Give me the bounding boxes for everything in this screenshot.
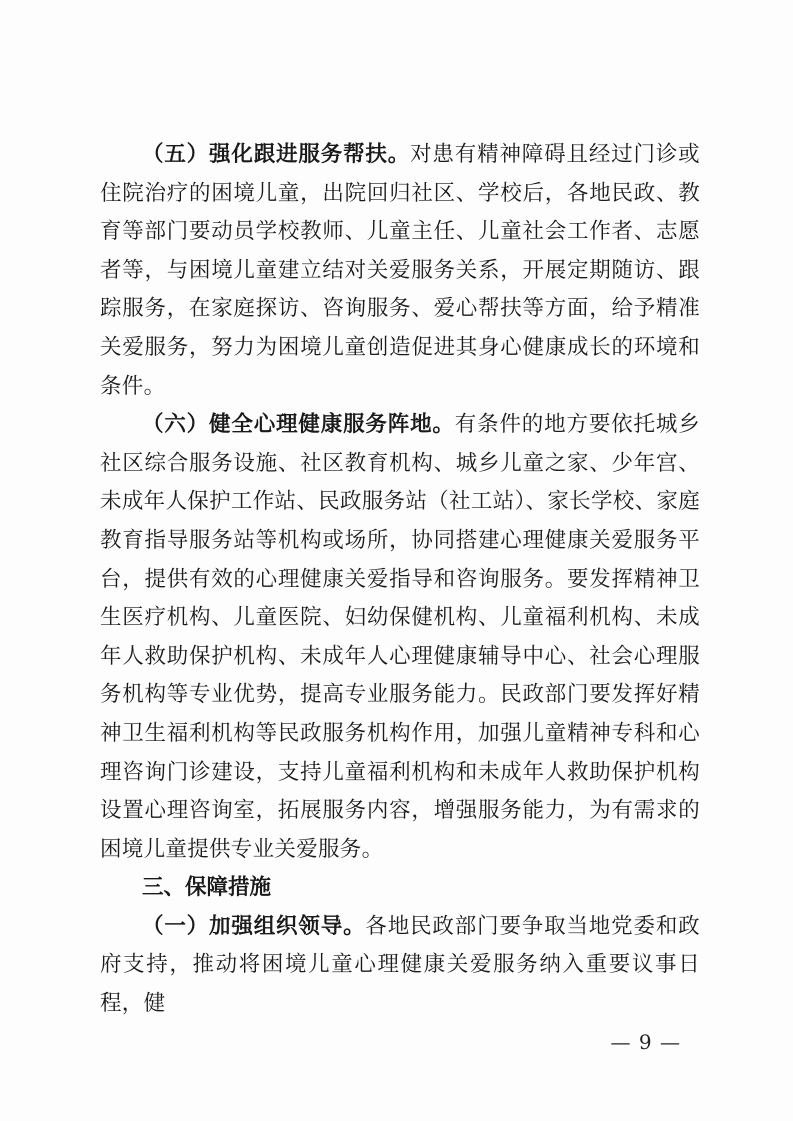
paragraph-lead: （六）健全心理健康服务阵地。: [142, 412, 455, 438]
paragraph-text: 各地民政部门要争取当地党委和政府支持，推动将困境儿童心理健康关爱服务纳入重要议事日程，健: [100, 913, 700, 1017]
paragraph-lead: （五）强化跟进服务帮扶。: [142, 142, 411, 167]
paragraph-organization-leadership: [100, 908, 700, 1024]
paragraph-lead: （一）加强组织领导。: [142, 913, 366, 939]
paragraph-service-platform: [100, 406, 700, 869]
document-body: [100, 136, 700, 1024]
paragraph-strengthen-follow-up: [100, 136, 700, 406]
page-number: — 9 —: [610, 1030, 681, 1054]
paragraph-text: 有条件的地方要依托城乡社区综合服务设施、社区教育机构、城乡儿童之家、少年宫、未成年人保护工作站、民政服务站（社工站）、家长学校、家庭教育指导服务站等机构或场所，协同搭建心理健康关爱服务平台，提供有效的心理健康关爱指导和咨询服务。要发挥精神卫生医疗机构、儿童医院、妇幼保健机构、儿童福利机构、未成年人救助保护机构、未成年人心理健康辅导中心、社会心理服务机构等专业优势，提高专业服务能力。民政部门要发挥好精神卫生福利机构等民政服务机构作用，加强儿童精神专科和心理咨询门诊建设，支持儿童福利机构和未成年人救助保护机构设置心理咨询室，拓展服务内容，增强服务能力，为有需求的困境儿童提供专业关爱服务。: [100, 412, 700, 862]
paragraph-text: 对患有精神障碍且经过门诊或住院治疗的困境儿童，出院回归社区、学校后，各地民政、教育等部门要动员学校教师、儿童主任、儿童社会工作者、志愿者等，与困境儿童建立结对关爱服务关系，开展定期随访、跟踪服务，在家庭探访、咨询服务、爱心帮扶等方面，给予精准关爱服务，努力为困境儿童创造促进其身心健康成长的环境和条件。: [100, 142, 700, 399]
section-heading: 三、保障措施: [142, 875, 272, 901]
